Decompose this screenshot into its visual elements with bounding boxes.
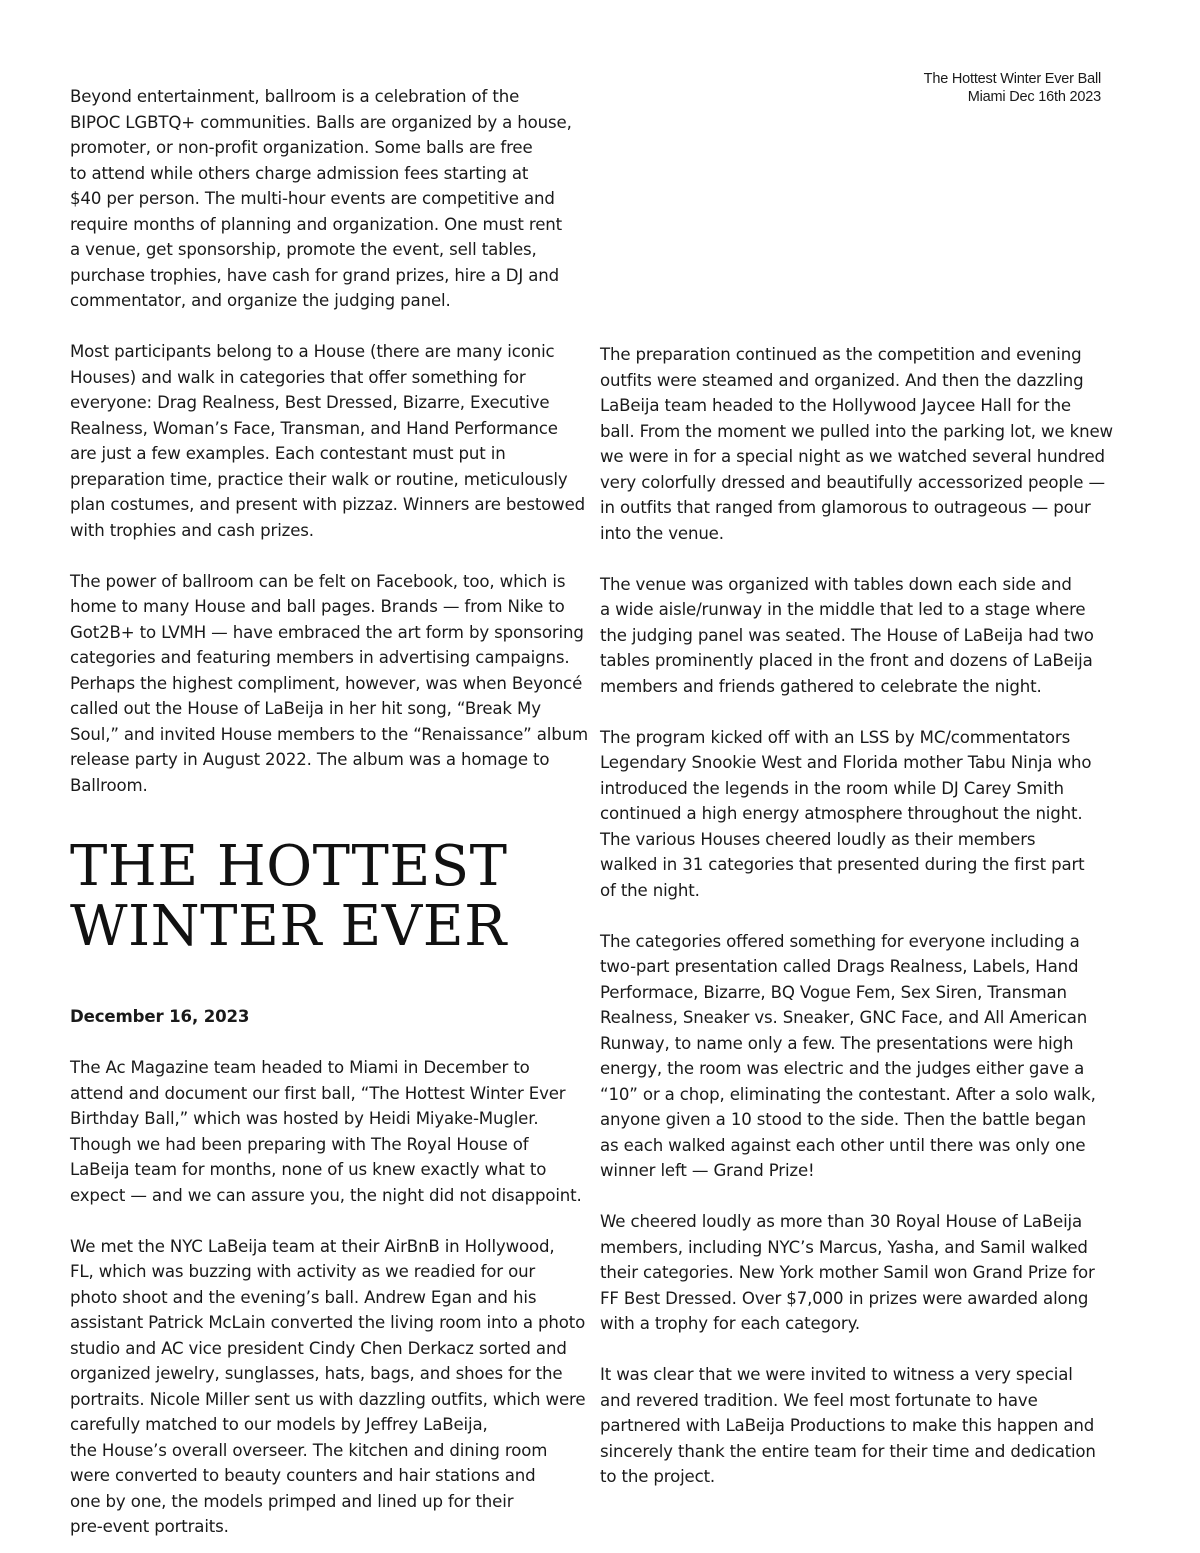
- body-paragraph: Beyond entertainment, ballroom is a celebration of the BIPOC LGBTQ+ communities. Balls are organized by a house, promoter, or non-profit organization. Some balls are free to attend while others charge admission fees starting at $40 per person. The multi-hour events are competitive and require months of planning and organization. One must rent a venue, get sponsorship, promote the event, sell tables, purchase trophies, have cash for grand prizes, hire a DJ and commentator, and organize the judging panel.: [70, 87, 572, 310]
- page-header: [924, 70, 1101, 106]
- header-event-location-date: Miami Dec 16th 2023: [967, 89, 1101, 105]
- body-paragraph: We cheered loudly as more than 30 Royal House of LaBeija members, including NYC’s Marcus, Yasha, and Samil walked their categories. New York mother Samil won Grand Prize for FF Best Dressed. Over $7,000 in prizes were awarded along with a trophy for each category.: [600, 1212, 1095, 1333]
- header-event-title: The Hottest Winter Ever Ball: [923, 71, 1101, 87]
- body-paragraph: The categories offered something for everyone including a two-part presentation called Drags Realness, Labels, Hand Performace, Bizarre, BQ Vogue Fem, Sex Siren, Transman Realness, Sneaker vs. Sneaker, GNC Face, and All American Runway, to name only a few. The presentations were high energy, the room was electric and the judges either gave a “10” or a chop, eliminating the contestant. After a solo walk, anyone given a 10 stood to the side. Then the battle began as each walked against each other until there was only one winner left — Grand Prize!: [600, 931, 1096, 1180]
- body-paragraph: Most participants belong to a House (there are many iconic Houses) and walk in categories that offer something for everyone: Drag Realness, Best Dressed, Bizarre, Executive Realness, Woman’s Face, Transman, and Hand Performance are just a few examples. Each contestant must put in preparation time, practice their walk or routine, meticulously plan costumes, and present with pizzaz. Winners are bestowed with trophies and cash prizes.: [70, 342, 586, 540]
- article-headline: THE HOTTEST WINTER EVER: [70, 834, 508, 959]
- article-dateline: December 16, 2023: [70, 1007, 250, 1026]
- body-paragraph: We met the NYC LaBeija team at their AirBnB in Hollywood, FL, which was buzzing with activity as we readied for our photo shoot and the evening’s ball. Andrew Egan and his assistant Patrick McLain converted the living room into a photo studio and AC vice president Cindy Chen Derkacz sorted and organized jewelry, sunglasses, hats, bags, and shoes for the portraits. Nicole Miller sent us with dazzling outfits, which were carefully matched to our models by Jeffrey LaBeija, the House’s overall overseer. The kitchen and dining room were converted to beauty counters and hair stations and one by one, the models primped and lined up for their pre-event portraits.: [70, 1236, 586, 1536]
- body-paragraph: The Ac Magazine team headed to Miami in December to attend and document our first ball, “The Hottest Winter Ever Birthday Ball,” which was hosted by Heidi Miyake-Mugler. Though we had been preparing with The Royal House of LaBeija team for months, none of us knew exactly what to expect — and we can assure you, the night did not disappoint.: [70, 1058, 582, 1205]
- body-paragraph: It was clear that we were invited to witness a very special and revered tradition. We feel most fortunate to have partnered with LaBeija Productions to make this happen and sincerely thank the entire team for their time and dedication to the project.: [600, 1365, 1096, 1486]
- body-paragraph: The venue was organized with tables down each side and a wide aisle/runway in the middle that led to a stage where the judging panel was seated. The House of LaBeija had two tables prominently placed in the front and dozens of LaBeija members and friends gathered to celebrate the night.: [600, 574, 1094, 696]
- body-paragraph: The program kicked off with an LSS by MC/commentators Legendary Snookie West and Florida mother Tabu Ninja who introduced the legends in the room while DJ Carey Smith continued a high energy atmosphere throughout the night. The various Houses cheered loudly as their members walked in 31 categories that presented during the first part of the night.: [600, 727, 1092, 900]
- right-column: [600, 342, 1120, 1490]
- body-paragraph: The power of ballroom can be felt on Facebook, too, which is home to many House and ball pages. Brands — from Nike to Got2B+ to LVMH — have embraced the art form by sponsoring categories and featuring members in advertising campaigns. Perhaps the highest compliment, however, was when Beyoncé called out the House of LaBeija in her hit song, “Break My Soul,” and invited House members to the “Renaissance” album release party in August 2022. The album was a homage to Ballroom.: [70, 571, 588, 795]
- body-paragraph: The preparation continued as the competition and evening outfits were steamed and organized. And then the dazzling LaBeija team headed to the Hollywood Jaycee Hall for the ball. From the moment we pulled into the parking lot, we knew we were in for a special night as we watched several hundred very colorfully dressed and beautifully accessorized people — in outfits that ranged from glamorous to outrageous — pour into the venue.: [600, 345, 1113, 543]
- left-column: [70, 84, 590, 1540]
